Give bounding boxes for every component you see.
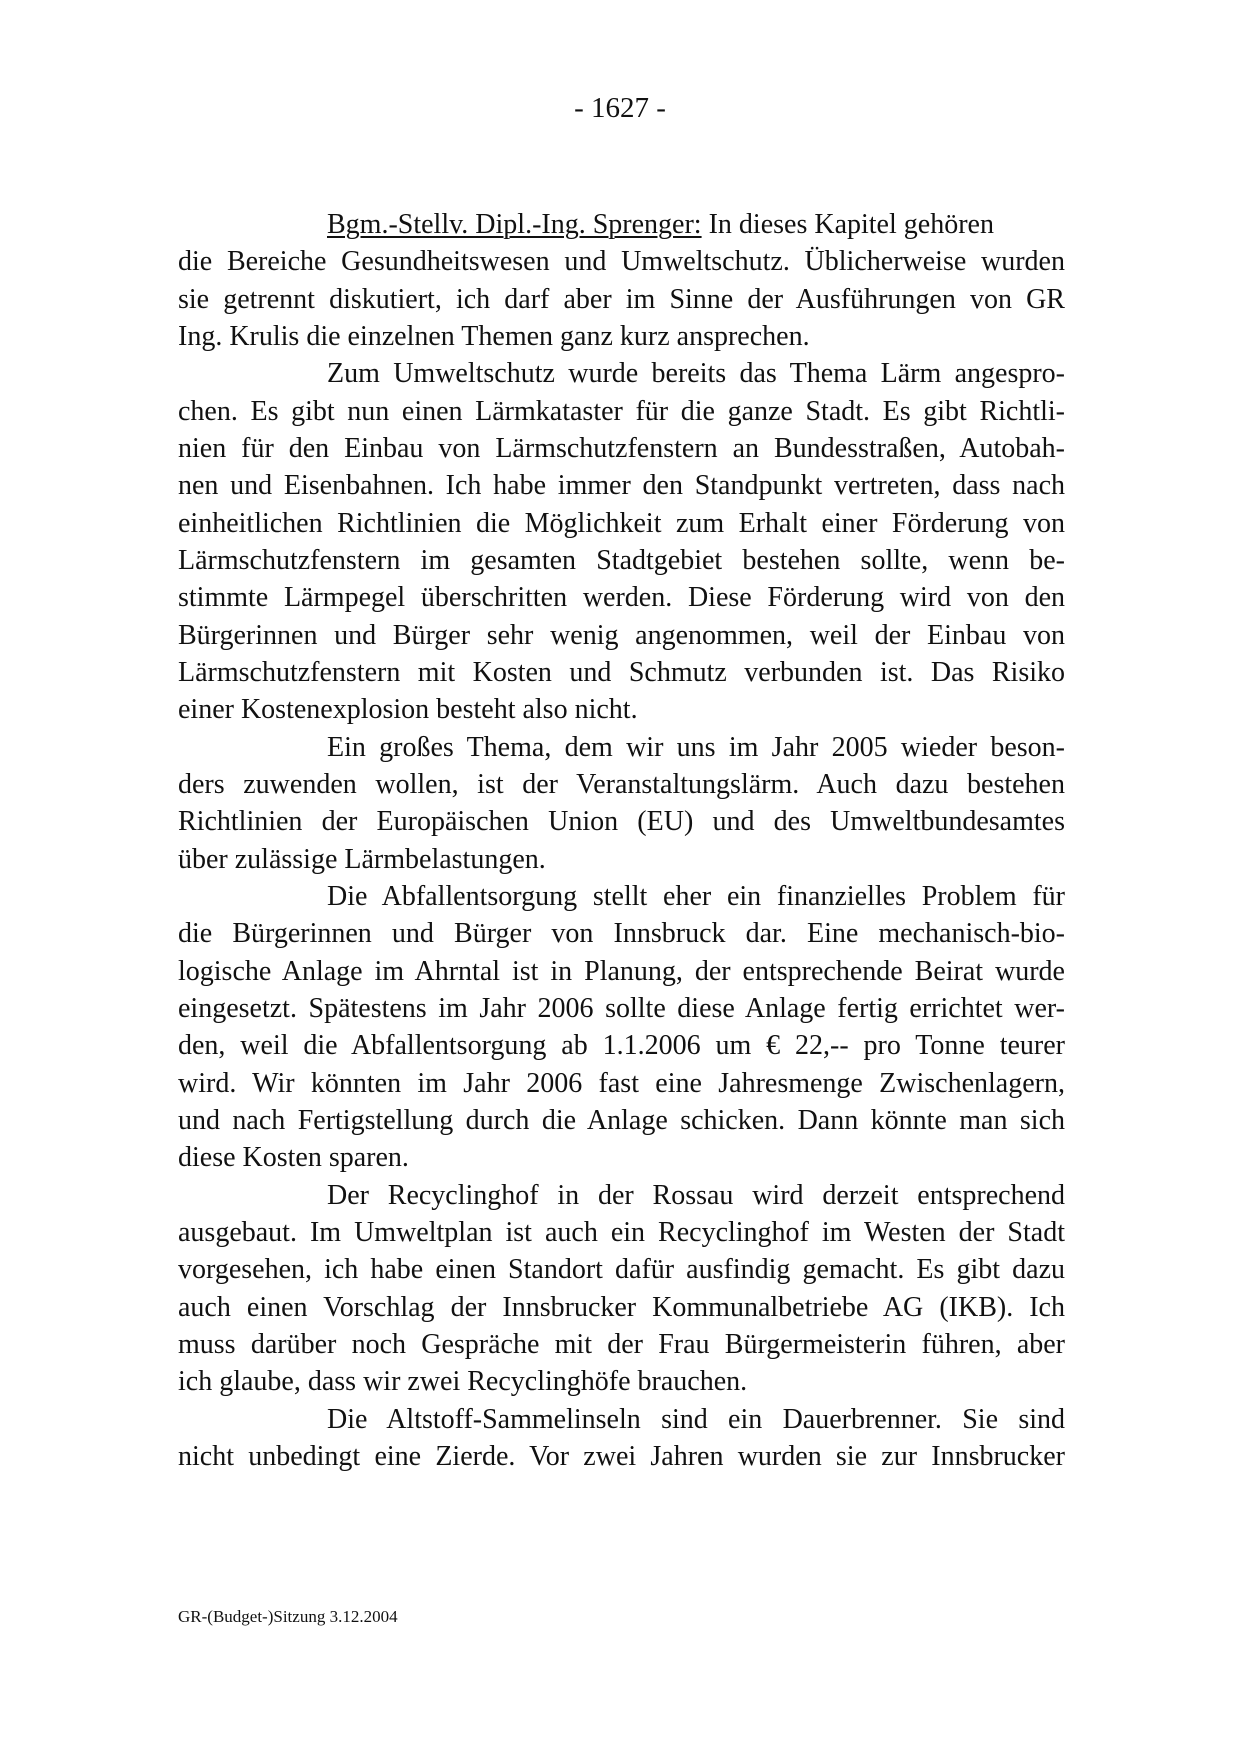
- text-line: und nach Fertigstellung durch die Anlage schicken. Dann könnte man sich: [178, 1104, 1065, 1136]
- text-line: muss darüber noch Gespräche mit der Frau Bürgermeisterin führen, aber: [178, 1328, 1065, 1360]
- text-line: logische Anlage im Ahrntal ist in Planung, der entsprechende Beirat wurde: [178, 955, 1065, 987]
- text-line: Ein großes Thema, dem wir uns im Jahr 2005 wieder beson-: [327, 731, 1065, 763]
- page-number: - 1627 -: [574, 92, 666, 124]
- text-line: diese Kosten sparen.: [178, 1142, 409, 1174]
- text-line: die Bürgerinnen und Bürger von Innsbruck dar. Eine mechanisch-bio-: [178, 918, 1065, 950]
- text-line: auch einen Vorschlag der Innsbrucker Kommunalbetriebe AG (IKB). Ich: [178, 1291, 1065, 1323]
- text-line: sie getrennt diskutiert, ich darf aber im Sinne der Ausführungen von GR: [178, 283, 1065, 315]
- page-footer: GR-(Budget-)Sitzung 3.12.2004: [178, 1607, 398, 1626]
- text-line: Lärmschutzfenstern mit Kosten und Schmutz verbunden ist. Das Risiko: [178, 656, 1065, 688]
- text-line: nien für den Einbau von Lärmschutzfenstern an Bundesstraßen, Autobah-: [178, 432, 1065, 464]
- text-line: ausgebaut. Im Umweltplan ist auch ein Recyclinghof im Westen der Stadt: [178, 1216, 1065, 1248]
- speech-first-line: [178, 206, 1065, 243]
- text-line: Zum Umweltschutz wurde bereits das Thema Lärm angespro-: [327, 358, 1065, 390]
- text-line: eingesetzt. Spätestens im Jahr 2006 sollte diese Anlage fertig errichtet wer-: [178, 992, 1065, 1024]
- text-line: Ing. Krulis die einzelnen Themen ganz kurz ansprechen.: [178, 320, 810, 352]
- speech-body: [178, 206, 1065, 1475]
- text-line: ich glaube, dass wir zwei Recyclinghöfe brauchen.: [178, 1366, 748, 1398]
- text-line: einheitlichen Richtlinien die Möglichkeit zum Erhalt einer Förderung von: [178, 507, 1065, 539]
- text-line: einer Kostenexplosion besteht also nicht.: [178, 694, 638, 726]
- speech-first-line-text: In dieses Kapitel gehören: [701, 209, 994, 240]
- text-line: vorgesehen, ich habe einen Standort dafür ausfindig gemacht. Es gibt dazu: [178, 1254, 1065, 1286]
- text-line: stimmte Lärmpegel überschritten werden. Diese Förderung wird von den: [178, 582, 1065, 614]
- text-line: die Bereiche Gesundheitswesen und Umweltschutz. Üblicherweise wurden: [178, 246, 1065, 278]
- text-line: Der Recyclinghof in der Rossau wird derzeit entsprechend: [327, 1179, 1065, 1211]
- text-line: wird. Wir könnten im Jahr 2006 fast eine Jahresmenge Zwischenlagern,: [178, 1067, 1065, 1099]
- text-line: den, weil die Abfallentsorgung ab 1.1.2006 um € 22,-- pro Tonne teurer: [178, 1030, 1065, 1062]
- text-line: Bürgerinnen und Bürger sehr wenig angenommen, weil der Einbau von: [178, 619, 1065, 651]
- text-line: Die Altstoff-Sammelinseln sind ein Dauerbrenner. Sie sind: [327, 1403, 1065, 1435]
- text-line: Richtlinien der Europäischen Union (EU) und des Umweltbundesamtes: [178, 806, 1065, 838]
- text-line: chen. Es gibt nun einen Lärmkataster für die ganze Stadt. Es gibt Richtli-: [178, 395, 1065, 427]
- text-line: über zulässige Lärmbelastungen.: [178, 843, 546, 875]
- speaker-name: Bgm.-Stellv. Dipl.-Ing. Sprenger:: [327, 209, 702, 240]
- text-line: nicht unbedingt eine Zierde. Vor zwei Jahren wurden sie zur Innsbrucker: [178, 1440, 1065, 1472]
- text-line: nen und Eisenbahnen. Ich habe immer den Standpunkt vertreten, dass nach: [178, 470, 1065, 502]
- text-line: Lärmschutzfenstern im gesamten Stadtgebiet bestehen sollte, wenn be-: [178, 544, 1065, 576]
- text-line: Die Abfallentsorgung stellt eher ein finanzielles Problem für: [327, 880, 1065, 912]
- text-line: ders zuwenden wollen, ist der Veranstaltungslärm. Auch dazu bestehen: [178, 768, 1065, 800]
